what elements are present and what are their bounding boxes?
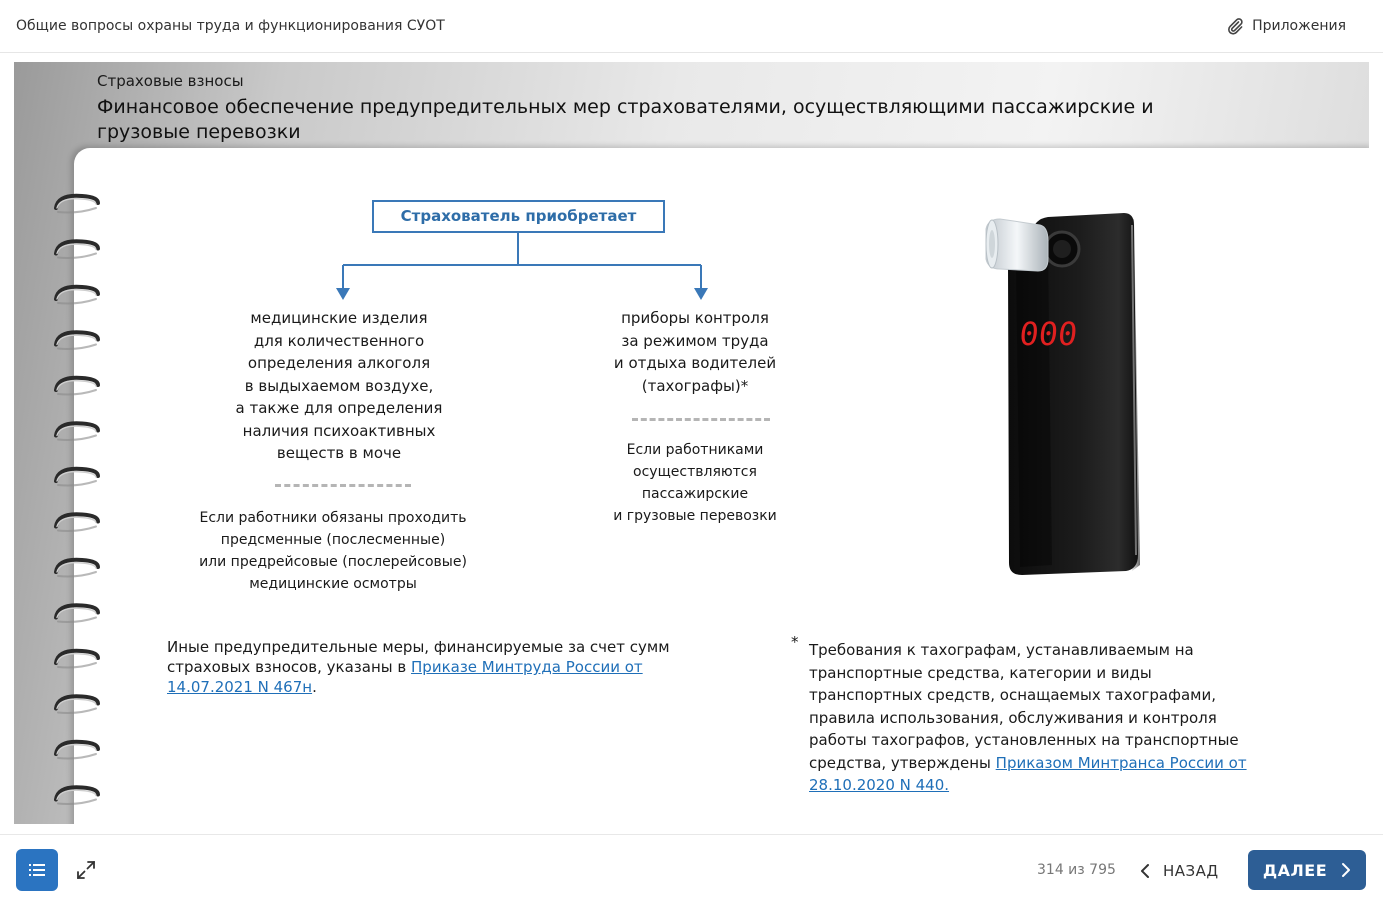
diagram-left-note: Если работники обязаны проходить предсменные (послесменные) или предрейсовые (послерейсовые) медицинские осмотры	[199, 510, 467, 592]
attachments-label: Приложения	[1252, 18, 1346, 34]
page-counter: 314 из 795	[1037, 862, 1116, 878]
table-of-contents-button[interactable]	[16, 849, 58, 891]
arrow-right-icon	[694, 288, 708, 300]
divider-right	[632, 418, 770, 421]
bottom-left-text-after: .	[312, 678, 317, 696]
breathalyzer-image	[982, 205, 1152, 585]
course-title: Общие вопросы охраны труда и функционирования СУОТ	[16, 18, 445, 34]
arrow-left-icon	[336, 288, 350, 300]
expand-icon	[75, 859, 97, 881]
divider-left	[275, 484, 411, 487]
next-label: ДАЛЕЕ	[1262, 860, 1328, 880]
bottom-left-text-before: Иные предупредительные меры, финансируемые за счет сумм страховых взносов, указаны в	[167, 638, 670, 676]
diagram-left-item: медицинские изделия для количественного определения алкоголя в выдыхаемом воздухе, а также для определения наличия психоактивных веществ в моче	[235, 309, 443, 462]
back-button[interactable]	[1140, 857, 1219, 885]
footnote-text	[809, 639, 1269, 797]
diagram-right-item: приборы контроля за режимом труда и отдыха водителей (тахографы)*	[613, 309, 777, 395]
footnote-text-before: Требования к тахографам, устанавливаемым на транспортные средства, категории и виды транспортных средств, оснащаемых тахографами, правила использования, обслуживания и контроля работы тахографов, установленных на транспортные средства, утверждены	[809, 641, 1239, 772]
footnote-marker: *	[791, 633, 799, 651]
chevron-left-icon	[1140, 863, 1150, 879]
diagram-right-note: Если работниками осуществляются пассажирские и грузовые перевозки	[613, 442, 777, 524]
bottom-left-text	[167, 637, 707, 697]
next-button[interactable]	[1248, 850, 1366, 890]
mintrans-order-link[interactable]: Приказом Минтранса России от 28.10.2020 N 440.	[809, 753, 1247, 794]
device-display: 000	[1017, 315, 1080, 353]
fullscreen-button[interactable]	[75, 859, 97, 881]
back-label: НАЗАД	[1163, 862, 1219, 880]
slide-title: Финансовое обеспечение предупредительных мер страхователями, осуществляющими пассажирские и грузовые перевозки	[97, 96, 1154, 143]
mintrud-order-link[interactable]: Приказе Минтруда России от 14.07.2021 N 467н	[167, 658, 643, 696]
list-icon	[28, 862, 46, 878]
diagram-root: Страхователь приобретает	[372, 200, 665, 233]
slide-section: Страховые взносы	[97, 72, 244, 90]
chevron-right-icon	[1341, 862, 1351, 878]
